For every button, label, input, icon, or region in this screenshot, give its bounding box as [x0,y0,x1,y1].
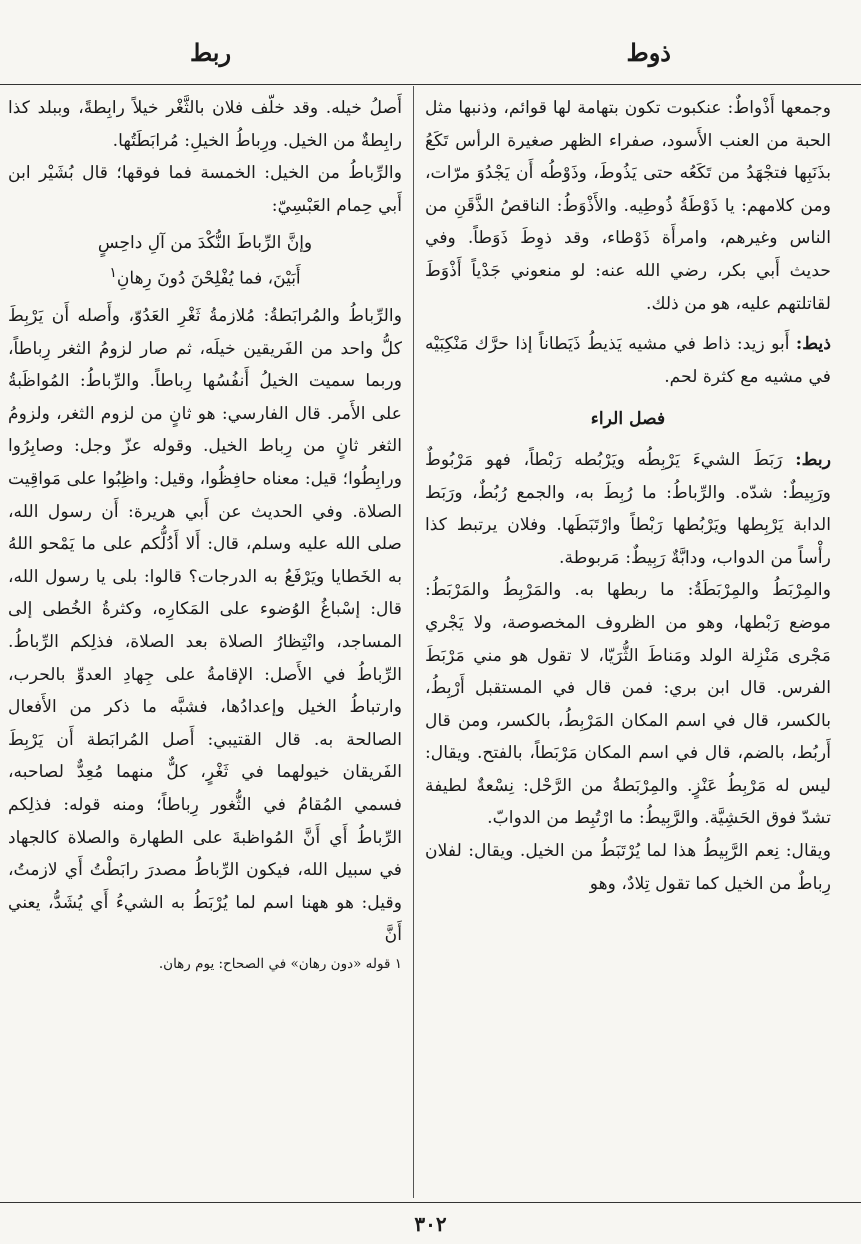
paragraph-rabit: ويقال: نِعم الرَّبِيطُ هذا لما يُرْتَبَطُ من الخيل. ويقال: لفلان رِباطٌ من الخيل كما تقول تِلادٌ، وهو [425,841,831,894]
entry-dhayt [425,328,831,393]
entry-dhawt-continued: وجمعها أَذْواطٌ: عنكبوت تكون بتهامة لها قوائم، وذنبها مثل الحبة من العنب الأَسود، صفراء الظهر صغيرة الرأس تَكَعُ بذَنَبِها فتجْهَدُ من تَكَعُه حتى يَذُوطَ، وذَوْطُه أَن يَجْدُوَ مرّات، ومن كلامهم: يا ذَوْطَةُ ذُوطِيه. والأَذْوَطُ: الناقصُ الذَّقَنِ من الناس وغيرهم، وامرأَة ذَوْطاء، وقد ذوِطَ ذَوَطاً. وفي حديث أَبي بكر، رضي الله عنه: لو منعوني جَدْياً أَذْوَطَ لقاتلتهم عليه، هو من ذلك. [425,98,831,314]
footnote: ١ قوله «دون رهان» في الصحاح: يوم رهان. [158,955,402,972]
right-column [425,92,831,900]
running-header-right: ذوط [626,38,671,67]
left-column [8,92,402,976]
page-number: ٣٠٢ [414,1212,447,1236]
paragraph-murabata: والرِّباطُ والمُرابَطةُ: مُلازمةُ ثَغْرِ العَدُوّ، وأَصله أَن يَرْبِطَ كلُّ واحد من الفَريقين خيلَه، ثم صار لزومُ الثغر رِباطاً، وربما سميت الخيلُ أَنفُسُها رِباطاً. والرِّباطُ: المُواظَبةُ على الأَمر. قال الفارسي: هو ثانٍ من لزوم الثغر، ولزومُ الثغر ثانٍ من رِباط الخيل. وقوله عزّ وجل: وصابِرُوا ورابِطُوا؛ قيل: معناه حافِظُوا، وقيل: واظِبُوا على مَواقِيت الصلاة. وفي الحديث عن أَبي هريرة: أَن رسول الله، صلى الله عليه وسلم، قال: أَلا أَدُلُّكم على ما يَمْحو اللهُ به الخَطايا ويَرْفَعُ به الدرجات؟ قالوا: بلى يا رسول الله، قال: إسْباغُ الوُضوء على المَكارِه، وكثرةُ الخُطى إلى المساجد، وانْتِظارُ الصلاة بعد الصلاة، فذلِكم الرِّباطُ. الرِّباطُ في الأَصل: الإقامةُ على جِهادِ العدوِّ بالحرب، وارتباطُ الخيل وإعدادُها، فشبَّه ما ذكر من الأَفعال الصالحة به. قال القتيبي: أَصل المُرابَطة أَن يَرْبِطَ الفَريقان خيولهما في ثَغْرٍ، كلٌّ منهما مُعِدٌّ لصاحبه، فسمي المُقامُ في الثُّغور رِباطاً؛ ومنه قوله: فذلِكم الرِّباطُ أَي أَنَّ المُواظبةَ على الطهارة والصلاة كالجهاد في سبيل الله، فيكون الرِّباطُ مصدرَ رابَطْتُ أَي لازمتُ، وقيل: هو ههنا اسم لما يُرْبَطُ به الشيءُ أَي يُشَدُّ، يعني أَنَّ [8,306,402,946]
poem-line-2 [8,258,402,294]
paragraph-mirbat: والمِرْبَطُ والمِرْبَطَةُ: ما ربطها به. والمَرْبِطُ والمَرْبَطُ: موضع رَبْطها، وهو من الظروف المخصوصة، ولا يَجْري مَجْرى مَنْزِلة الولد ومَناطَ الثُّرَيّا، لا تقول هو مني مَرْبَطَ الفرس. قال ابن بري: فمن قال في المستقبل أَرْبِطُ، بالكسر، قال في اسم المكان المَرْبِطُ، بالكسر، ومن قال أَربُط، بالضم، قال في اسم المكان مَرْبَطاً، بالفتح. ويقال: ليس له مَرْبِطُ عَنْزٍ. والمِرْبَطةُ من الرَّحْل: نِسْعةٌ لطيفة تشدّ فوق الحَشِيَّة. والرَّبِيطُ: ما ارْتُبِط من الدوابّ. [425,580,831,829]
paragraph-asl-khayl: أَصلُ خيله. وقد خلّف فلان بالثَّغْر خيلاً رابِطةً، وببلد كذا رابِطةٌ من الخيل. ورِباطُ الخيلِ: مُرابَطَتُها. [8,98,402,151]
entry-headword: ذيط: [795,334,831,355]
column-divider [413,86,414,1198]
section-title: فصل الراء [590,409,666,430]
entry-text: رَبَطَ الشيءَ يَرْبِطُه ويَرْبُطه رَبْطاً، فهو مَرْبُوطٌ ورَبِيطٌ: شدّه. والرِّباطُ: ما رُبِطَ به، والجمع رُبُطٌ، ورَبَط الدابة يَرْبِطها ويَرْبُطها رَبْطاً وارْتَبَطَها. وفلان يرتبط كذا رأْساً من الدواب، ودابَّةٌ رَبِيطٌ: مَربوطة. [425,449,831,568]
running-header-left: ربط [190,38,232,67]
footer-rule [0,1202,861,1203]
footnote-marker: ١ [109,265,117,282]
poem-line-2-text: أَبَيْنَ، فما يُفْلِحْنَ دُونَ رِهانِ [116,269,301,290]
entry-headword: ربط: [795,449,831,470]
poem-line-1: وإنَّ الرِّباطَ النُّكْدَ من آلِ داحِسٍ [97,233,313,254]
entry-text: أَبو زيد: ذاط في مشيه يَذيطُ ذَيَطاناً إذا حرَّك مَنْكِبَيْه في مشيه مع كثرة لحم. [425,334,831,387]
paragraph-ribat-khayl: والرِّباطُ من الخيل: الخمسة فما فوقها؛ قال بُشَيْر ابن أَبي حِمام العَبْسِيّ: [8,163,402,216]
poem-verse [8,228,402,294]
header-rule [0,84,861,85]
entry-rabt [425,444,831,574]
